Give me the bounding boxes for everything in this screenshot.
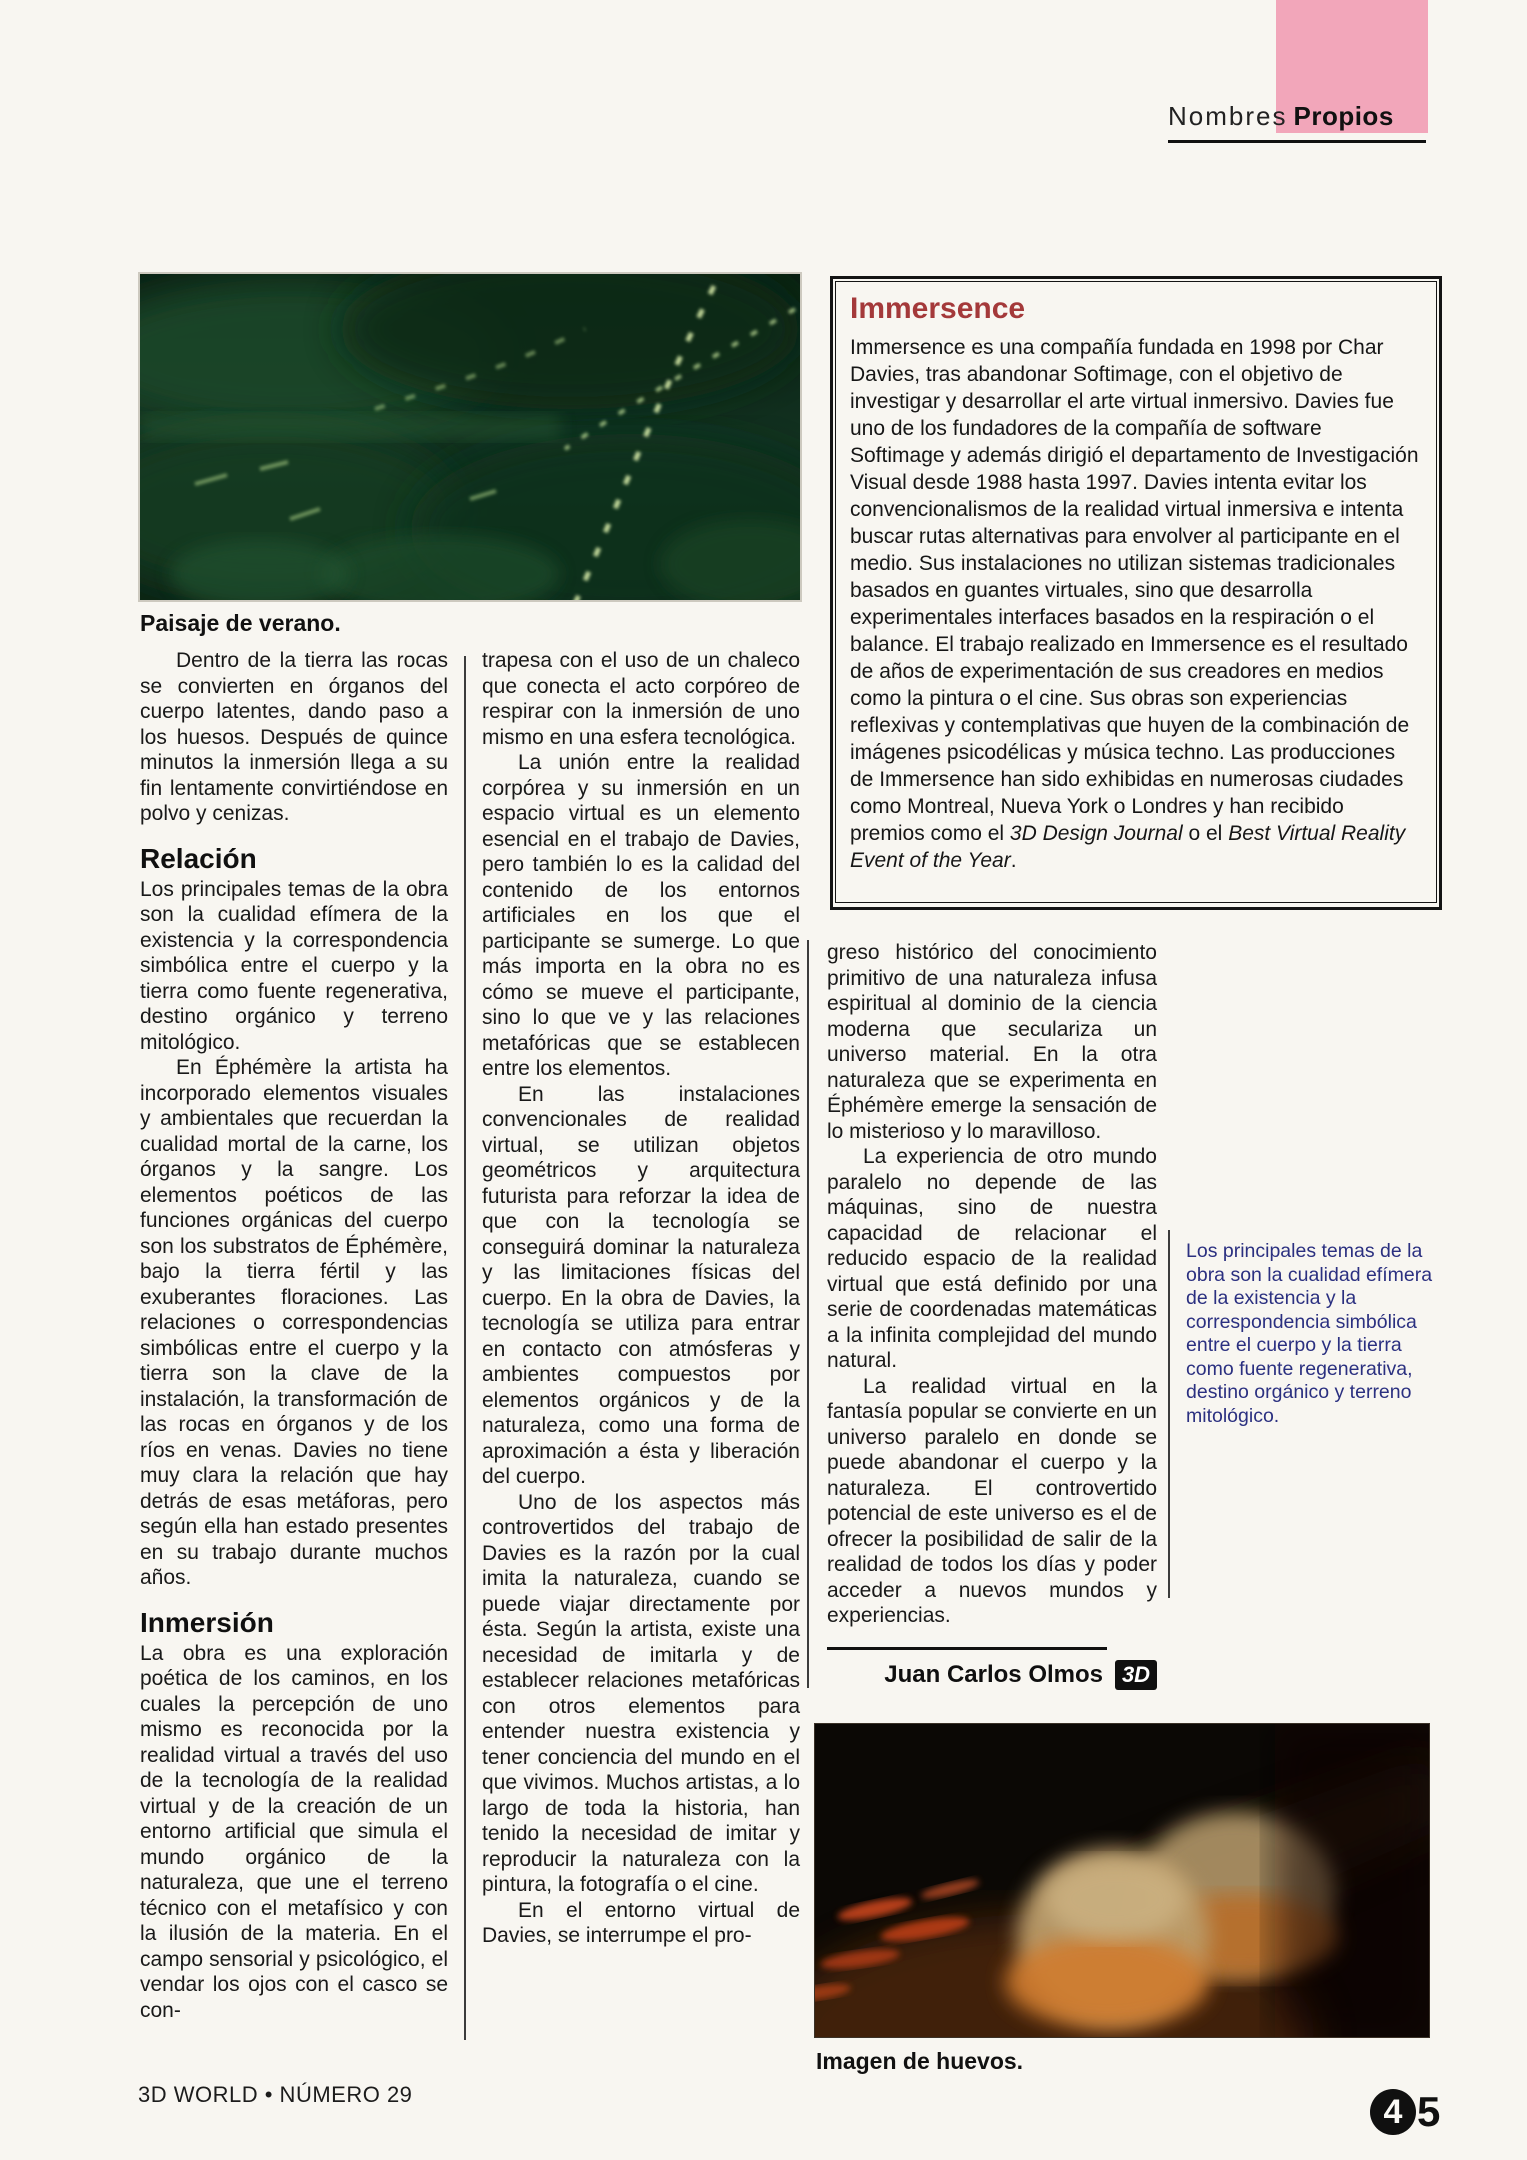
- summer-image-caption: Paisaje de verano.: [140, 610, 341, 636]
- magazine-3d-logo: 3D: [1115, 1660, 1157, 1690]
- summer-landscape-image: [138, 272, 802, 602]
- author-byline: Juan Carlos Olmos: [884, 1660, 1103, 1688]
- eggs-image: [814, 1723, 1430, 2038]
- article-column-3: [827, 940, 1157, 1690]
- eggs-image-art: [815, 1724, 1429, 2037]
- heading-relacion: Relación: [140, 842, 257, 874]
- pull-quote: Los principales temas de la obra son la cualidad efímera de la existencia y la correspondencia simbólica entre el cuerpo y la tierra como fuente regenerativa, destino orgánico y terreno mitológico.: [1186, 1240, 1433, 1427]
- section-header-bold: Propios: [1293, 101, 1394, 131]
- immersence-body-text: Immersence es una compañía fundada en 1998 por Char Davies, tras abandonar Softimage, con el objetivo de investigar y desarrollar el arte virtual inmersivo. Davies fue uno de los fundadores de la compañía de software Softimage y además dirigió el departamento de Investigación Visual desde 1988 hasta 1997. Davies intenta evitar los convencionalismos de la realidad virtual inmersiva e intenta buscar rutas alternativas para envolver al participante en el medio. Sus instalaciones no utilizan sistemas tradicionales basados en guantes virtuales, sino que desarrolla experimentales interfaces basados en la respiración o el balance. El trabajo realizado en Immersence es el resultado de años de experimentación de sus creadores en medios como la pintura o el cine. Sus obras son experiencias reflexivas y contemplativas que huyen de la combinación de imágenes psicodélicas y música techno. Las producciones de Immersence han sido exhibidas en numerosas ciudades como Montreal, Nueva York o Londres y han recibido premios como el: [850, 336, 1419, 845]
- paragraph: Los principales temas de la obra son la cualidad efímera de la existencia y la correspondencia simbólica entre el cuerpo y la tierra como fuente regenerativa, destino orgánico y terreno mitológico.: [140, 877, 448, 1054]
- section-header: [1168, 101, 1428, 132]
- immersence-body-connector: o el: [1182, 822, 1229, 845]
- paragraph: La obra es una exploración poética de los caminos, en los cuales la percepción de uno mismo es reconocida por la realidad virtual a través del uso de la tecnología de la realidad virtual y de la creación de un entorno artificial que simula el mundo orgánico de la naturaleza, que une el terreno técnico con el metafísico y con la ilusión de la materia. En el campo sensorial y psicológico, el vendar los ojos con el casco se con-: [140, 1641, 448, 2022]
- article-column-1: [140, 648, 448, 2023]
- footer-magazine-issue: 3D WORLD • NÚMERO 29: [138, 2082, 413, 2107]
- page-number: [1370, 2088, 1440, 2136]
- byline-row: [827, 1660, 1157, 1690]
- paragraph: En Éphémère la artista ha incorporado elementos visuales y ambientales que recuerdan la cualidad mortal de la carne, los órganos y la sangre. Los elementos poéticos de las funciones orgánicas del cuerpo son los substratos de Éphémère, bajo la tierra fértil y las exuberantes floraciones. Las relaciones o correspondencias simbólicas entre el cuerpo y la tierra son la clave de la instalación, la transformación de las rocas en órganos y de los ríos en venas. Davies no tiene muy clara la relación que hay detrás de esas metáforas, pero según ella han estado presentes en su trabajo durante muchos años.: [140, 1056, 448, 1589]
- immersence-box-inner: [835, 281, 1437, 903]
- award-name-italic: Best Virtual Reality Event of the Year: [850, 822, 1406, 872]
- page-number-plain: 5: [1417, 2088, 1441, 2135]
- paragraph: Dentro de la tierra las rocas se convierten en órganos del cuerpo latentes, dando paso a los huesos. Después de quince minutos la inmersión llega a su fin lentamente convirtiéndose en polvo y cenizas.: [140, 649, 448, 825]
- paragraph: La unión entre la realidad corpórea y su inmersión en un espacio virtual es un elemento esencial en el trabajo de Davies, pero también lo es la calidad del contenido de los entornos artificiales en los que el participante se sumerge. Lo que más importa en la obra no es cómo se mueve el participante, sino lo que ve y las relaciones metafóricas que se establecen entre los elementos.: [482, 751, 800, 1080]
- heading-inmersion: Inmersión: [140, 1606, 274, 1638]
- paragraph: greso histórico del conocimiento primitivo de una naturaleza infusa espiritual al dominio de la ciencia moderna que seculariza un universo material. En la otra naturaleza que se experimenta en Éphémère emerge la sensación de lo misterioso y lo maravilloso.: [827, 941, 1157, 1143]
- eggs-image-caption: Imagen de huevos.: [816, 2048, 1024, 2074]
- column-divider: [1168, 1230, 1170, 1598]
- paragraph: En el entorno virtual de Davies, se interrumpe el pro-: [482, 1898, 800, 1947]
- award-name-italic: 3D Design Journal: [1009, 822, 1183, 845]
- paragraph: La realidad virtual en la fantasía popular se convierte en un universo paralelo en donde se puede abandonar el cuerpo y la naturaleza. El controvertido potencial de este universo es el de ofrecer la posibilidad de salir de la realidad de todos los días y poder acceder a nuevos mundos y experiencias.: [827, 1374, 1157, 1627]
- column-divider: [807, 940, 809, 1688]
- paragraph: En las instalaciones convencionales de realidad virtual, se utilizan objetos geométricos y arquitectura futurista para reforzar la idea de que con la tecnología se conseguirá dominar la naturaleza y las limitaciones físicas del cuerpo. En la obra de Davies, la tecnología se utiliza para entrar en contacto con atmósferas y ambientes compuestos por elementos orgánicos y de la naturaleza, como una forma de aproximación a ésta y liberación del cuerpo.: [482, 1082, 800, 1488]
- immersence-sidebar-box: [830, 276, 1442, 910]
- byline-rule: [827, 1647, 1107, 1650]
- immersence-box-title: Immersence: [850, 292, 1026, 325]
- column-divider: [464, 656, 466, 2040]
- paragraph: Uno de los aspectos más controvertidos del trabajo de Davies es la razón por la cual imita la naturaleza, cuando se puede viajar directamente por ésta. Según la artista, existe una necesidad de imitarla y de establecer relaciones metafóricas con otros elementos para entender nuestra existencia y tener conciencia del mundo en el que vivimos. Muchos artistas, a lo largo de toda la historia, han tenido la necesidad de imitar y reproducir la naturaleza con la pintura, la fotografía o el cine.: [482, 1490, 800, 1896]
- section-header-rule: [1168, 140, 1426, 143]
- article-column-2: [482, 648, 800, 1949]
- immersence-body-period: .: [1010, 849, 1017, 872]
- page-number-circle: 4: [1370, 2089, 1416, 2135]
- section-header-light: Nombres: [1168, 101, 1288, 131]
- immersence-box-body: [850, 334, 1420, 874]
- summer-landscape-art: [140, 274, 800, 600]
- paragraph: La experiencia de otro mundo paralelo no depende de las máquinas, sino de nuestra capacidad de relacionar el reducido espacio de la realidad virtual que está definido por una serie de coordenadas matemáticas a la infinita complejidad del mundo natural.: [827, 1145, 1157, 1372]
- paragraph: trapesa con el uso de un chaleco que conecta el acto corpóreo de respirar con la inmersión de uno mismo en una esfera tecnológica.: [482, 649, 800, 749]
